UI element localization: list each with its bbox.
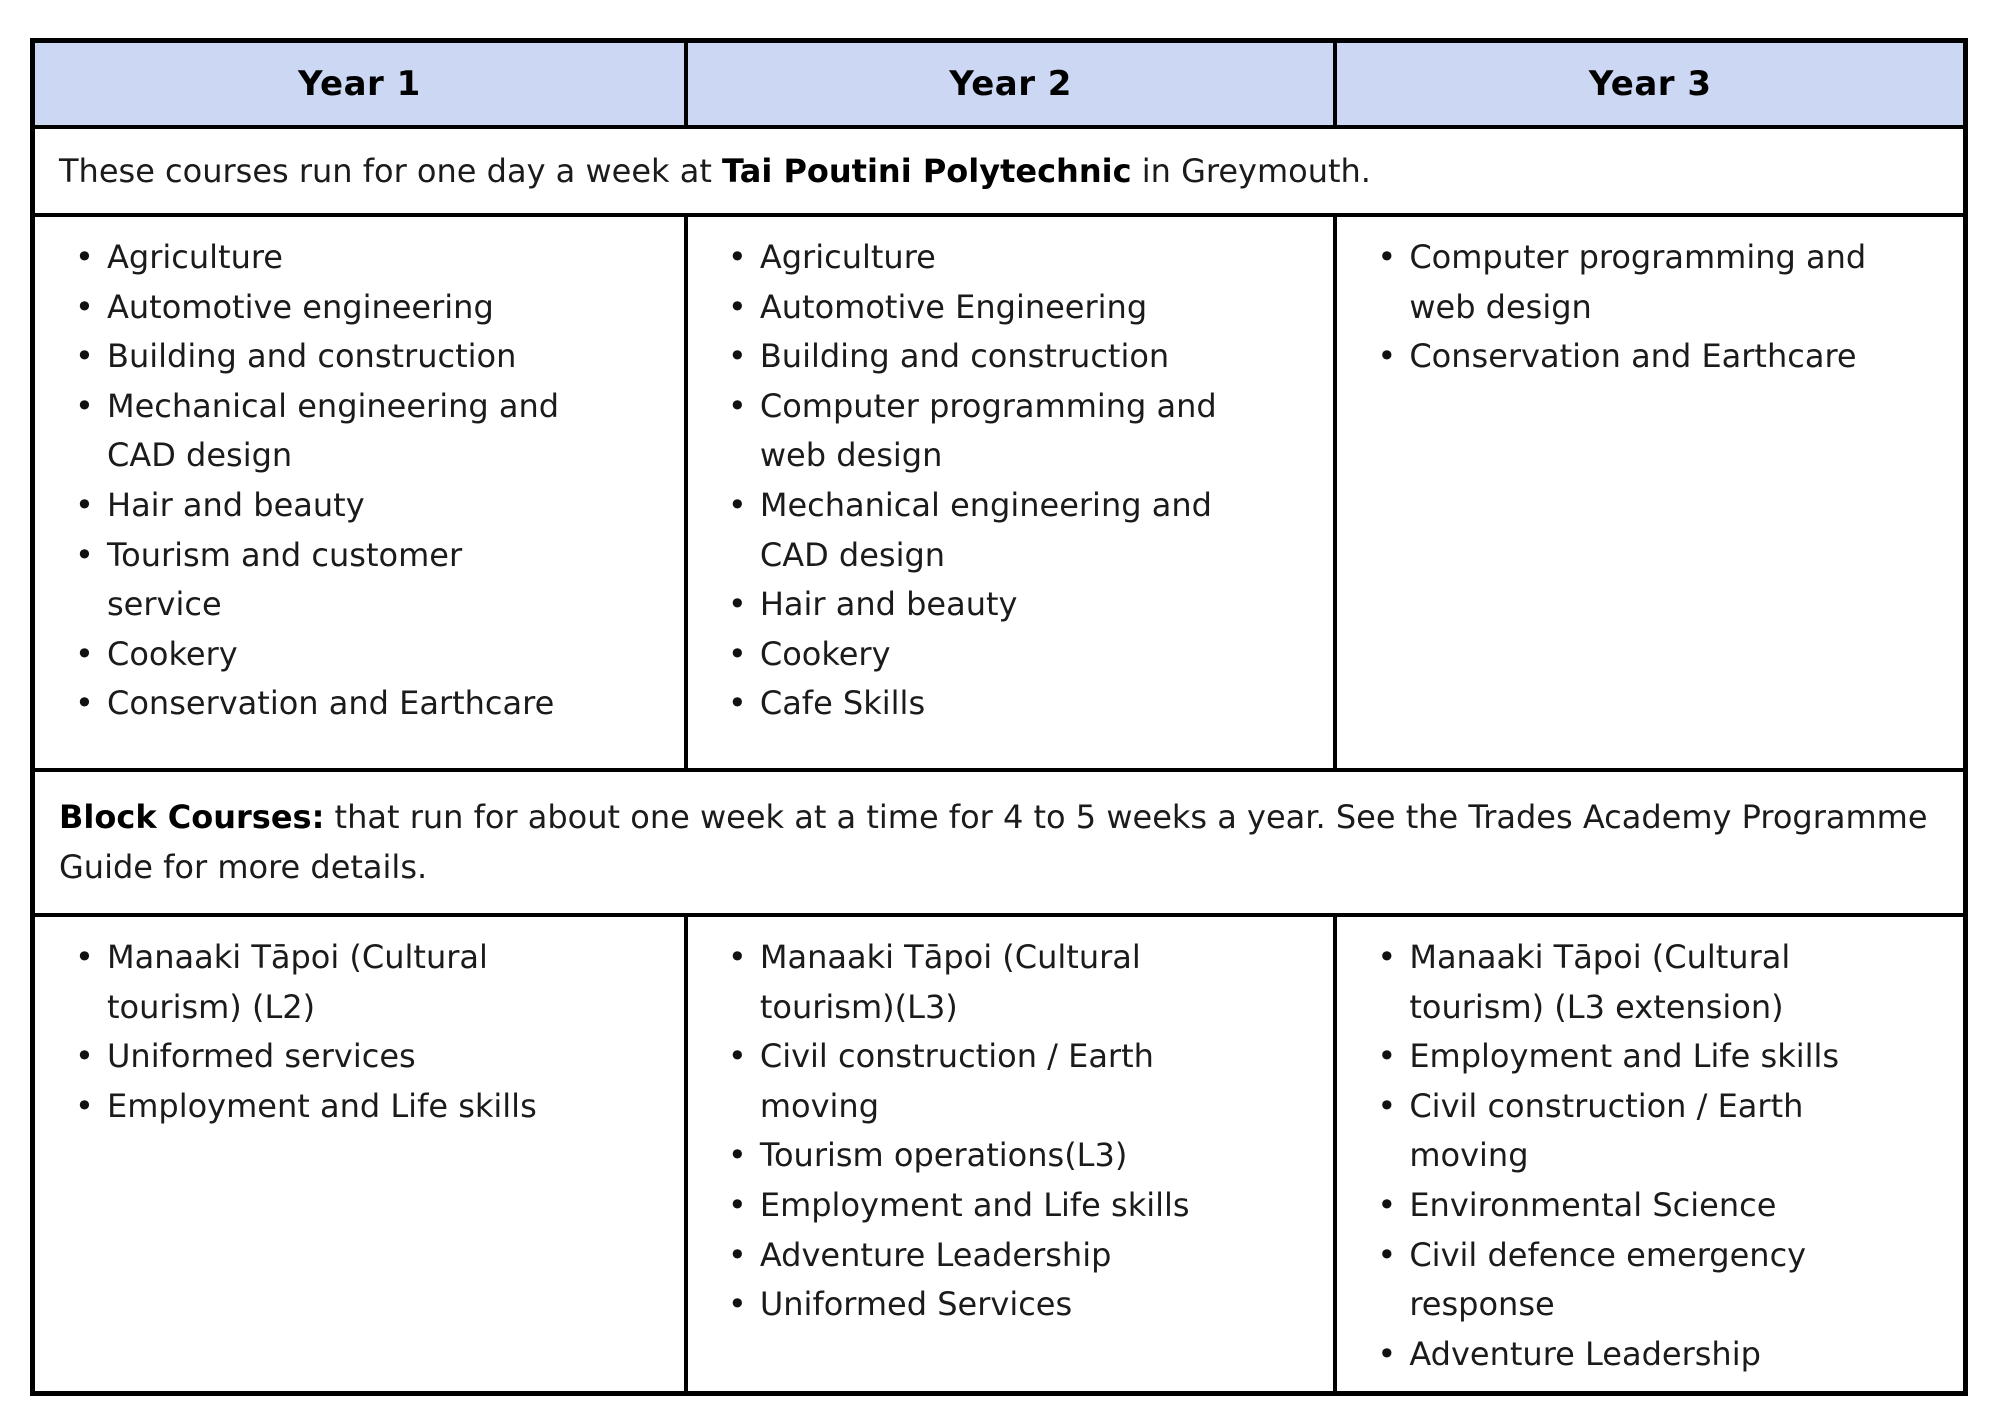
- bullet-icon: •: [1377, 238, 1397, 276]
- course-list-item: [728, 233, 1323, 283]
- course-item-text: Uniformed Services: [759, 1285, 1073, 1324]
- bullet-icon: •: [727, 585, 747, 624]
- course-list-item: [75, 233, 674, 283]
- course-list-item: [1377, 1082, 1953, 1181]
- course-item-text: Conservation and Earthcare: [1409, 337, 1857, 376]
- year-1-header: Year 1: [33, 41, 686, 128]
- course-item-text: Automotive Engineering: [759, 287, 1148, 326]
- bullet-icon: •: [75, 485, 94, 524]
- trades-academy-course-table: [30, 38, 1968, 1396]
- bullet-icon: •: [75, 684, 94, 723]
- course-item-text: Mechanical engineering and CAD design: [107, 386, 560, 475]
- year-header-row: [33, 41, 1966, 128]
- course-list-item: [728, 1280, 1323, 1330]
- polytechnic-name: Tai Poutini Polytechnic: [722, 151, 1132, 190]
- course-item-text: Employment and Life skills: [759, 1185, 1190, 1224]
- bullet-icon: •: [75, 938, 94, 976]
- block-courses-intro-row: [33, 770, 1966, 915]
- course-list-item: [728, 1181, 1323, 1231]
- bullet-icon: •: [727, 634, 747, 673]
- course-list-item: [728, 1231, 1323, 1281]
- bullet-icon: •: [1377, 1037, 1397, 1076]
- course-item-text: Tourism and customer service: [107, 535, 463, 624]
- course-list-item: [1377, 1032, 1953, 1082]
- course-item-text: Hair and beauty: [107, 485, 365, 524]
- course-list-item: [75, 1082, 674, 1132]
- course-item-text: Civil construction / Earth moving: [759, 1037, 1154, 1125]
- course-list-item: [728, 283, 1323, 333]
- course-item-text: Automotive engineering: [107, 287, 494, 326]
- course-list-item: [75, 630, 674, 680]
- weekly-courses-row: [33, 215, 1966, 770]
- year-1-weekly-course-list: [75, 233, 674, 729]
- course-list-item: [728, 1032, 1323, 1131]
- weekly-intro-prefix: These courses run for one day a week at: [59, 151, 723, 190]
- year-2-weekly-course-list: [728, 233, 1323, 729]
- bullet-icon: •: [1377, 337, 1397, 376]
- course-item-text: Computer programming and web design: [1409, 238, 1867, 326]
- course-list-item: [75, 481, 674, 531]
- bullet-icon: •: [727, 1235, 747, 1274]
- course-list-item: [1377, 1181, 1953, 1231]
- year-3-header: Year 3: [1335, 41, 1965, 128]
- course-item-text: Civil construction / Earth moving: [1409, 1086, 1804, 1175]
- bullet-icon: •: [1377, 1334, 1397, 1373]
- course-item-text: Cookery: [759, 634, 891, 673]
- course-list-item: [75, 283, 674, 333]
- course-list-item: [75, 531, 674, 630]
- bullet-icon: •: [75, 1037, 94, 1076]
- weekly-intro-row: [33, 127, 1966, 215]
- bullet-icon: •: [1377, 1086, 1397, 1125]
- bullet-icon: •: [75, 386, 94, 425]
- bullet-icon: •: [1377, 1185, 1397, 1224]
- course-list-item: [75, 679, 674, 729]
- year-2-block-course-list: [728, 933, 1323, 1330]
- year-3-weekly-course-list: [1377, 233, 1953, 382]
- year-3-block-course-list: [1377, 933, 1953, 1379]
- year-2-header: Year 2: [686, 41, 1335, 128]
- course-item-text: Mechanical engineering and CAD design: [759, 485, 1212, 574]
- course-item-text: Building and construction: [107, 337, 517, 376]
- year-1-weekly-cell: [33, 215, 686, 770]
- bullet-icon: •: [75, 535, 94, 574]
- course-item-text: Civil defence emergency response: [1409, 1235, 1807, 1324]
- course-item-text: Adventure Leadership: [1409, 1334, 1761, 1373]
- course-item-text: Employment and Life skills: [107, 1086, 537, 1125]
- course-list-item: [728, 332, 1323, 382]
- bullet-icon: •: [727, 485, 747, 524]
- weekly-courses-intro-cell: [33, 127, 1966, 215]
- course-list-item: [75, 332, 674, 382]
- bullet-icon: •: [1377, 1235, 1397, 1274]
- block-courses-description: that run for about one week at a time for 4 to 5 weeks a year. See the Trades Academy Programme Guide for more details.: [59, 797, 1928, 886]
- course-list-item: [75, 933, 674, 1032]
- course-item-text: Computer programming and web design: [759, 386, 1217, 475]
- course-item-text: Environmental Science: [1409, 1185, 1777, 1224]
- course-list-item: [1377, 332, 1953, 382]
- course-item-text: Manaaki Tāpoi (Cultural tourism)(L3): [759, 938, 1141, 1026]
- year-1-block-cell: [33, 915, 686, 1394]
- year-3-weekly-cell: [1335, 215, 1965, 770]
- course-item-text: Agriculture: [759, 238, 936, 276]
- block-courses-label: Block Courses:: [59, 797, 325, 836]
- course-list-item: [728, 481, 1323, 580]
- course-item-text: Manaaki Tāpoi (Cultural tourism) (L2): [107, 938, 488, 1026]
- course-item-text: Conservation and Earthcare: [107, 684, 555, 723]
- course-list-item: [728, 382, 1323, 481]
- course-list-item: [728, 580, 1323, 630]
- course-list-item: [1377, 233, 1953, 332]
- course-list-item: [728, 630, 1323, 680]
- course-item-text: Uniformed services: [107, 1037, 416, 1076]
- bullet-icon: •: [727, 1136, 747, 1175]
- course-item-text: Building and construction: [759, 337, 1170, 376]
- bullet-icon: •: [75, 337, 94, 376]
- course-item-text: Cookery: [107, 634, 238, 673]
- year-3-block-cell: [1335, 915, 1965, 1394]
- bullet-icon: •: [75, 238, 94, 276]
- bullet-icon: •: [727, 238, 747, 276]
- block-courses-intro-cell: [33, 770, 1966, 915]
- course-list-item: [728, 1131, 1323, 1181]
- course-item-text: Agriculture: [107, 238, 283, 276]
- course-item-text: Tourism operations(L3): [759, 1136, 1128, 1175]
- course-item-text: Adventure Leadership: [759, 1235, 1112, 1274]
- course-list-item: [728, 679, 1323, 729]
- course-item-text: Manaaki Tāpoi (Cultural tourism) (L3 extension): [1409, 938, 1791, 1026]
- year-1-block-course-list: [75, 933, 674, 1131]
- course-list-item: [75, 1032, 674, 1082]
- bullet-icon: •: [727, 287, 747, 326]
- year-2-block-cell: [686, 915, 1335, 1394]
- bullet-icon: •: [75, 634, 94, 673]
- bullet-icon: •: [727, 938, 747, 976]
- course-item-text: Employment and Life skills: [1409, 1037, 1840, 1076]
- block-courses-row: [33, 915, 1966, 1394]
- course-item-text: Hair and beauty: [759, 585, 1018, 624]
- bullet-icon: •: [727, 1185, 747, 1224]
- course-list-item: [1377, 1330, 1953, 1380]
- course-list-item: [75, 382, 674, 481]
- bullet-icon: •: [75, 287, 94, 326]
- bullet-icon: •: [727, 386, 747, 425]
- bullet-icon: •: [1377, 938, 1397, 976]
- weekly-intro-suffix: in Greymouth.: [1131, 151, 1371, 190]
- bullet-icon: •: [727, 337, 747, 376]
- course-list-item: [1377, 1231, 1953, 1330]
- bullet-icon: •: [727, 684, 747, 723]
- bullet-icon: •: [75, 1086, 94, 1125]
- course-list-item: [728, 933, 1323, 1032]
- course-list-item: [1377, 933, 1953, 1032]
- bullet-icon: •: [727, 1037, 747, 1076]
- year-2-weekly-cell: [686, 215, 1335, 770]
- bullet-icon: •: [727, 1285, 747, 1324]
- course-item-text: Cafe Skills: [759, 684, 926, 723]
